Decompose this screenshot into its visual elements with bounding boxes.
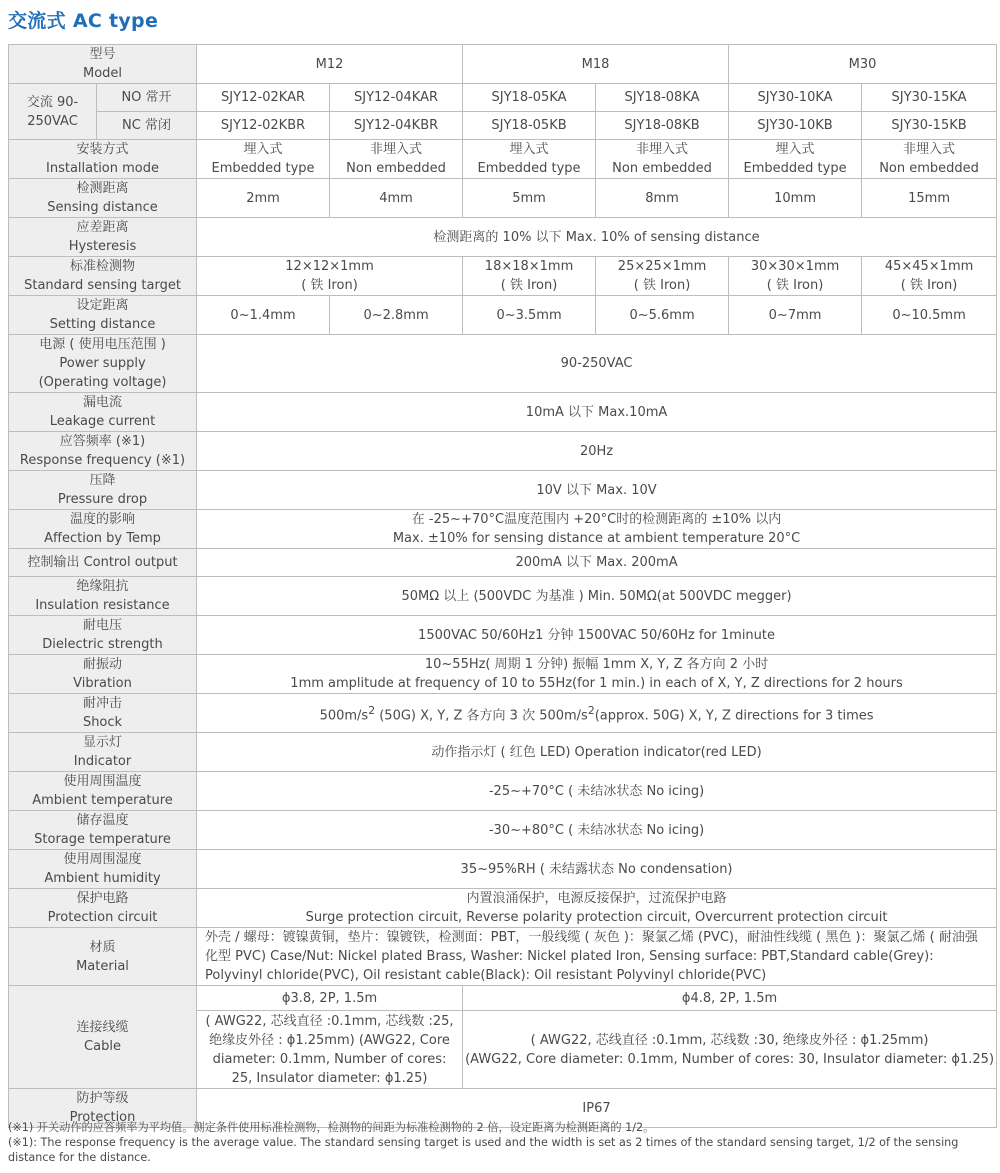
storage-row	[9, 811, 997, 850]
cable-other-detail: ( AWG22, 芯线直径 :0.1mm, 芯线数 :30, 绝缘皮外径 : ϕ1.25mm) (AWG22, Core diameter: 0.1mm, Number of cores: 30, Insulator diameter: ϕ1.25)	[463, 1011, 997, 1089]
value-cell: 埋入式 Embedded type	[197, 140, 330, 179]
ambient-temp-row	[9, 772, 997, 811]
row-label: 耐冲击 Shock	[9, 694, 197, 733]
value-cell: 200mA 以下 Max. 200mA	[197, 549, 997, 577]
value-cell: 12×12×1mm ( 铁 Iron)	[197, 257, 463, 296]
row-label: 检测距离 Sensing distance	[9, 179, 197, 218]
value-cell: 0~10.5mm	[862, 296, 997, 335]
value-cell: 2mm	[197, 179, 330, 218]
value-cell: 10mm	[729, 179, 862, 218]
row-label: 设定距离 Setting distance	[9, 296, 197, 335]
row-label: 压降 Pressure drop	[9, 471, 197, 510]
value-cell: 18×18×1mm ( 铁 Iron)	[463, 257, 596, 296]
model-cell: SJY30-10KB	[729, 112, 862, 140]
model-cell: SJY12-04KAR	[330, 84, 463, 112]
value-cell: $500m/s^2$ (50G) X, Y, Z 各方向 3 次 $500m/s^2(approx$. 50G) X, Y, Z directions for 3 times	[197, 694, 997, 733]
value-cell: 非埋入式 Non embedded	[862, 140, 997, 179]
value-cell: 90-250VAC	[197, 335, 997, 393]
temp-row	[9, 510, 997, 549]
value-cell: 4mm	[330, 179, 463, 218]
leakage-row	[9, 393, 997, 432]
value-cell: 10~55Hz( 周期 1 分钟) 振幅 1mm X, Y, Z 各方向 2 小时 1mm amplitude at frequency of 10 to 55Hz(for 1 min.) in each of X, Y, Z directions for 2 hours	[197, 655, 997, 694]
value-cell: 50MΩ 以上 (500VDC 为基准 ) Min. 50MΩ(at 500VDC megger)	[197, 577, 997, 616]
row-label: 使用周围温度 Ambient temperature	[9, 772, 197, 811]
row-label: 防护等级 Protection	[9, 1089, 197, 1128]
power-row	[9, 335, 997, 393]
hysteresis-row	[9, 218, 997, 257]
footnote-en: (※1): The response frequency is the average value. The standard sensing target is used and the width is set as 2 times of the standard sensing target, 1/2 of the sensing distance for the distance.	[8, 1136, 959, 1164]
installation-row	[9, 140, 997, 179]
output-type-label: 交流 90- 250VAC	[9, 84, 97, 140]
row-label: 材质 Material	[9, 928, 197, 986]
value-cell: 20Hz	[197, 432, 997, 471]
footnotes	[8, 1120, 998, 1165]
value-cell: 35~95%RH ( 未结露状态 No condensation)	[197, 850, 997, 889]
group-m30: M30	[729, 45, 997, 84]
cable-other-head: ϕ4.8, 2P, 1.5m	[463, 986, 997, 1011]
row-label: 电源 ( 使用电压范围 ) Power supply (Operating voltage)	[9, 335, 197, 393]
row-label: 应答频率 (※1) Response frequency (※1)	[9, 432, 197, 471]
model-cell: SJY18-08KA	[596, 84, 729, 112]
row-label: 保护电路 Protection circuit	[9, 889, 197, 928]
row-label: 连接线缆 Cable	[9, 986, 197, 1089]
setting-row	[9, 296, 997, 335]
value-cell: 非埋入式 Non embedded	[330, 140, 463, 179]
material-value: 外壳 / 螺母：镀镍黄铜，垫片：镍镀铁，检测面：PBT，一般线缆 ( 灰色 )：聚氯乙烯 (PVC)，耐油性线缆 ( 黑色 )：聚氯乙烯 ( 耐油强化型 PVC) Case/Nut: Nickel plated Brass, Washer: Nickel plated Iron, Sensing surface: PBT,Standard cable(Grey): Polyvinyl chloride(PVC), Oil resistant cable(Black): Oil resistant Polyvinyl chloride(PVC)	[197, 928, 997, 986]
protection-circuit-row	[9, 889, 997, 928]
model-cell: SJY30-15KA	[862, 84, 997, 112]
group-m12: M12	[197, 45, 463, 84]
row-label: 安装方式 Installation mode	[9, 140, 197, 179]
cable-m12-head: ϕ3.8, 2P, 1.5m	[197, 986, 463, 1011]
row-label: 使用周围湿度 Ambient humidity	[9, 850, 197, 889]
value-cell: 10mA 以下 Max.10mA	[197, 393, 997, 432]
model-cell: SJY30-10KA	[729, 84, 862, 112]
spec-table	[8, 44, 997, 1128]
row-label: 耐振动 Vibration	[9, 655, 197, 694]
model-cell: SJY12-04KBR	[330, 112, 463, 140]
model-label: 型号 Model	[9, 45, 197, 84]
drop-row	[9, 471, 997, 510]
value-cell: -30~+80°C ( 未结冰状态 No icing)	[197, 811, 997, 850]
control-row	[9, 549, 997, 577]
nc-row	[9, 112, 997, 140]
value-cell: 0~5.6mm	[596, 296, 729, 335]
sensing-row	[9, 179, 997, 218]
value-cell: 30×30×1mm ( 铁 Iron)	[729, 257, 862, 296]
cable-m12-detail: ( AWG22, 芯线直径 :0.1mm, 芯线数 :25, 绝缘皮外径 : ϕ1.25mm) (AWG22, Core diameter: 0.1mm, Number of cores: 25, Insulator diameter: ϕ1.25)	[197, 1011, 463, 1089]
value-cell: 25×25×1mm ( 铁 Iron)	[596, 257, 729, 296]
value-cell: -25~+70°C ( 未结冰状态 No icing)	[197, 772, 997, 811]
row-label: 绝缘阻抗 Insulation resistance	[9, 577, 197, 616]
dielectric-row	[9, 616, 997, 655]
value-cell: 10V 以下 Max. 10V	[197, 471, 997, 510]
row-label: 温度的影响 Affection by Temp	[9, 510, 197, 549]
no-label: NO 常开	[97, 84, 197, 112]
page-title: 交流式 AC type	[8, 10, 159, 32]
value-cell: 埋入式 Embedded type	[463, 140, 596, 179]
model-cell: SJY12-02KAR	[197, 84, 330, 112]
insulation-row	[9, 577, 997, 616]
value-cell: 0~3.5mm	[463, 296, 596, 335]
value-cell: 8mm	[596, 179, 729, 218]
material-row	[9, 928, 997, 986]
footnote-zh: (※1) 开关动作的应答频率为平均值。测定条件使用标准检测物，检测物的间距为标准检测物的 2 倍，设定距离为检测距离的 1/2。	[8, 1121, 655, 1134]
row-label: 耐电压 Dielectric strength	[9, 616, 197, 655]
indicator-row	[9, 733, 997, 772]
value-cell: 15mm	[862, 179, 997, 218]
model-cell: SJY18-05KA	[463, 84, 596, 112]
row-label: 控制输出 Control output	[9, 549, 197, 577]
humidity-row	[9, 850, 997, 889]
value-cell: 45×45×1mm ( 铁 Iron)	[862, 257, 997, 296]
value-cell: 0~7mm	[729, 296, 862, 335]
model-cell: SJY18-08KB	[596, 112, 729, 140]
vibration-row	[9, 655, 997, 694]
value-cell: 埋入式 Embedded type	[729, 140, 862, 179]
value-cell: 内置浪涌保护，电源反接保护，过流保护电路 Surge protection circuit, Reverse polarity protection circuit, Overcurrent protection circuit	[197, 889, 997, 928]
header-row	[9, 45, 997, 84]
response-row	[9, 432, 997, 471]
row-label: 显示灯 Indicator	[9, 733, 197, 772]
model-cell: SJY12-02KBR	[197, 112, 330, 140]
shock-row	[9, 694, 997, 733]
value-cell: 0~2.8mm	[330, 296, 463, 335]
value-cell: 5mm	[463, 179, 596, 218]
value-cell: 非埋入式 Non embedded	[596, 140, 729, 179]
group-m18: M18	[463, 45, 729, 84]
value-cell: 在 -25~+70°C温度范围内 +20°C时的检测距离的 ±10% 以内 Max. ±10% for sensing distance at ambient temperature 20°C	[197, 510, 997, 549]
value-cell: IP67	[197, 1089, 997, 1128]
row-label: 应差距离 Hysteresis	[9, 218, 197, 257]
value-cell: 1500VAC 50/60Hz1 分钟 1500VAC 50/60Hz for 1minute	[197, 616, 997, 655]
row-label: 漏电流 Leakage current	[9, 393, 197, 432]
target-row	[9, 257, 997, 296]
cable-row	[9, 986, 997, 1011]
model-cell: SJY30-15KB	[862, 112, 997, 140]
value-cell: 动作指示灯 ( 红色 LED) Operation indicator(red LED)	[197, 733, 997, 772]
value-cell: 0~1.4mm	[197, 296, 330, 335]
row-label: 储存温度 Storage temperature	[9, 811, 197, 850]
row-label: 标准检测物 Standard sensing target	[9, 257, 197, 296]
no-row	[9, 84, 997, 112]
model-cell: SJY18-05KB	[463, 112, 596, 140]
nc-label: NC 常闭	[97, 112, 197, 140]
value-cell: 检测距离的 10% 以下 Max. 10% of sensing distance	[197, 218, 997, 257]
